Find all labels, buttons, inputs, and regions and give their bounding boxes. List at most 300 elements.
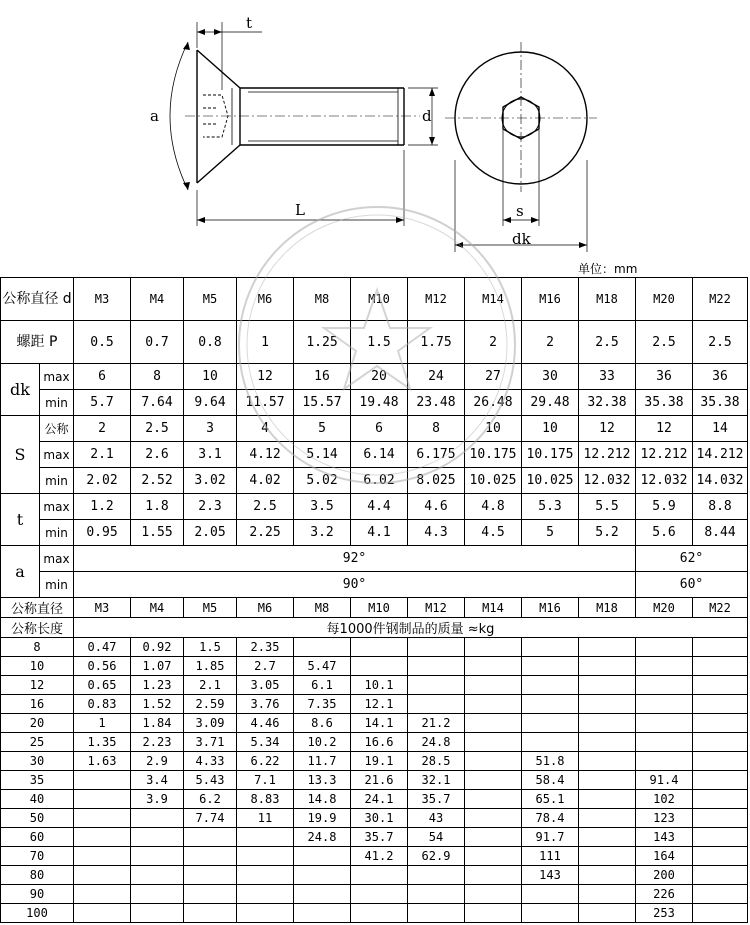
mass-value	[693, 847, 748, 866]
size-header: M20	[636, 598, 693, 618]
table-row	[1, 638, 748, 657]
t-value: 2.05	[184, 520, 237, 546]
table-row	[1, 733, 748, 752]
t-max-row	[1, 494, 748, 520]
mass-value: 19.1	[351, 752, 408, 771]
dk-value: 30	[522, 364, 579, 390]
mass-value: 2.7	[237, 657, 294, 676]
t-value: 4.1	[351, 520, 408, 546]
mass-value: 1.63	[74, 752, 131, 771]
length-value: 10	[1, 657, 74, 676]
mass-value	[579, 695, 636, 714]
s-value: 3.1	[184, 442, 237, 468]
table-row	[1, 657, 748, 676]
size-header: M16	[522, 598, 579, 618]
s-value: 8.025	[408, 468, 465, 494]
dk-value: 33	[579, 364, 636, 390]
pitch-value: 2.5	[693, 321, 748, 364]
mass-value	[184, 866, 237, 885]
a-label: a	[1, 546, 40, 598]
mass-value: 0.92	[131, 638, 184, 657]
s-value: 8	[408, 416, 465, 442]
dk-value: 10	[184, 364, 237, 390]
pitch-value: 2.5	[636, 321, 693, 364]
table-row	[1, 885, 748, 904]
dk-value: 20	[351, 364, 408, 390]
s-value: 4	[237, 416, 294, 442]
length-value: 60	[1, 828, 74, 847]
spec-header-row	[1, 278, 748, 321]
s-value: 4.12	[237, 442, 294, 468]
s-value: 4.02	[237, 468, 294, 494]
mass-value	[408, 904, 465, 923]
dk-value: 11.57	[237, 390, 294, 416]
mass-value: 41.2	[351, 847, 408, 866]
mass-value: 24.8	[408, 733, 465, 752]
s-value: 10	[522, 416, 579, 442]
mass-value	[408, 695, 465, 714]
mass-value	[408, 885, 465, 904]
s-value: 6	[351, 416, 408, 442]
t-value: 3.2	[294, 520, 351, 546]
size-header: M5	[184, 598, 237, 618]
mass-value	[579, 847, 636, 866]
mass-value	[522, 885, 579, 904]
t-value: 5.9	[636, 494, 693, 520]
mass-value: 30.1	[351, 809, 408, 828]
mass-caption-row	[1, 618, 748, 638]
dk-min-row	[1, 390, 748, 416]
dk-min-label: min	[40, 390, 74, 416]
mass-value: 2.23	[131, 733, 184, 752]
pitch-value: 1.25	[294, 321, 351, 364]
mass-value	[579, 676, 636, 695]
mass-value	[693, 885, 748, 904]
a-value-small: 92°	[74, 546, 636, 572]
mass-value: 16.6	[351, 733, 408, 752]
s-value: 10.025	[522, 468, 579, 494]
length-value: 90	[1, 885, 74, 904]
dk-value: 7.64	[131, 390, 184, 416]
s-value: 2.1	[74, 442, 131, 468]
t-value: 2.5	[237, 494, 294, 520]
pitch-value: 2.5	[579, 321, 636, 364]
s-value: 6.175	[408, 442, 465, 468]
mass-value: 3.4	[131, 771, 184, 790]
t-value: 4.5	[465, 520, 522, 546]
table-row	[1, 790, 748, 809]
s-value: 6.14	[351, 442, 408, 468]
dim-label-dk: dk	[512, 230, 531, 248]
mass-value: 4.33	[184, 752, 237, 771]
mass-value: 62.9	[408, 847, 465, 866]
mass-value	[237, 866, 294, 885]
size-header: M14	[465, 598, 522, 618]
dk-max-label: max	[40, 364, 74, 390]
mass-value: 19.9	[294, 809, 351, 828]
size-header: M14	[465, 278, 522, 321]
table-row	[1, 676, 748, 695]
mass-value: 35.7	[408, 790, 465, 809]
mass-value: 8.83	[237, 790, 294, 809]
mass-value: 91.7	[522, 828, 579, 847]
length-value: 30	[1, 752, 74, 771]
mass-value	[522, 676, 579, 695]
mass-value: 102	[636, 790, 693, 809]
dk-value: 19.48	[351, 390, 408, 416]
mass-value	[131, 828, 184, 847]
mass-value: 43	[408, 809, 465, 828]
mass-value	[579, 866, 636, 885]
mass-value	[465, 847, 522, 866]
s-value: 14	[693, 416, 748, 442]
size-header: M8	[294, 598, 351, 618]
mass-value	[522, 695, 579, 714]
mass-value	[294, 904, 351, 923]
mass-value: 0.65	[74, 676, 131, 695]
s-value: 14.032	[693, 468, 748, 494]
mass-value: 123	[636, 809, 693, 828]
mass-value	[693, 809, 748, 828]
mass-value: 1.07	[131, 657, 184, 676]
table-row	[1, 828, 748, 847]
s-min-label: min	[40, 468, 74, 494]
mass-value	[693, 733, 748, 752]
spec-table	[0, 277, 748, 598]
mass-value	[636, 657, 693, 676]
size-header: M12	[408, 278, 465, 321]
mass-value: 10.2	[294, 733, 351, 752]
mass-value: 3.9	[131, 790, 184, 809]
table-row	[1, 809, 748, 828]
dim-label-d: d	[422, 107, 432, 125]
mass-value	[351, 904, 408, 923]
table-row	[1, 847, 748, 866]
mass-value	[579, 885, 636, 904]
mass-value: 6.1	[294, 676, 351, 695]
length-value: 35	[1, 771, 74, 790]
length-value: 40	[1, 790, 74, 809]
mass-value	[693, 695, 748, 714]
length-value: 50	[1, 809, 74, 828]
size-header: M6	[237, 598, 294, 618]
size-header: M12	[408, 598, 465, 618]
size-header: M3	[74, 278, 131, 321]
dk-value: 36	[636, 364, 693, 390]
mass-value	[636, 714, 693, 733]
mass-value	[294, 885, 351, 904]
mass-value	[693, 771, 748, 790]
t-value: 1.8	[131, 494, 184, 520]
mass-value	[465, 904, 522, 923]
t-value: 5.3	[522, 494, 579, 520]
mass-value	[74, 847, 131, 866]
dk-label: dk	[1, 364, 40, 416]
mass-value: 7.1	[237, 771, 294, 790]
size-header: M4	[131, 278, 184, 321]
table-row	[1, 752, 748, 771]
mass-value: 28.5	[408, 752, 465, 771]
dk-value: 32.38	[579, 390, 636, 416]
mass-value	[465, 790, 522, 809]
mass-value: 164	[636, 847, 693, 866]
pitch-value: 1.75	[408, 321, 465, 364]
table-row	[1, 866, 748, 885]
dk-value: 8	[131, 364, 184, 390]
mass-value: 65.1	[522, 790, 579, 809]
length-value: 12	[1, 676, 74, 695]
mass-value	[184, 904, 237, 923]
s-value: 2.52	[131, 468, 184, 494]
a-max-row	[1, 546, 748, 572]
table-row	[1, 714, 748, 733]
mass-value: 5.34	[237, 733, 294, 752]
mass-value: 253	[636, 904, 693, 923]
t-value: 3.5	[294, 494, 351, 520]
mass-value	[237, 885, 294, 904]
mass-value	[636, 676, 693, 695]
mass-value: 54	[408, 828, 465, 847]
mass-value	[408, 866, 465, 885]
mass-value	[579, 733, 636, 752]
mass-table	[0, 597, 748, 923]
mass-value	[74, 790, 131, 809]
mass-value: 8.6	[294, 714, 351, 733]
nominal-diameter-label: 公称直径 d	[1, 278, 74, 321]
mass-value	[693, 866, 748, 885]
size-header: M5	[184, 278, 237, 321]
mass-value: 5.43	[184, 771, 237, 790]
t-value: 4.3	[408, 520, 465, 546]
mass-value	[74, 771, 131, 790]
table-row	[1, 695, 748, 714]
pitch-value: 1.5	[351, 321, 408, 364]
size-header: M22	[693, 598, 748, 618]
dim-label-s: s	[516, 202, 524, 220]
pitch-value: 1	[237, 321, 294, 364]
length-value: 70	[1, 847, 74, 866]
mass-value	[465, 676, 522, 695]
dk-value: 15.57	[294, 390, 351, 416]
mass-value	[74, 809, 131, 828]
mass-value	[408, 676, 465, 695]
mass-value: 200	[636, 866, 693, 885]
t-min-label: min	[40, 520, 74, 546]
mass-value	[465, 809, 522, 828]
mass-value	[351, 638, 408, 657]
mass-value	[237, 904, 294, 923]
t-value: 8.44	[693, 520, 748, 546]
s-value: 12	[579, 416, 636, 442]
dk-value: 27	[465, 364, 522, 390]
mass-value	[579, 809, 636, 828]
mass-value: 143	[522, 866, 579, 885]
dk-value: 35.38	[636, 390, 693, 416]
mass-value: 78.4	[522, 809, 579, 828]
s-max-label: max	[40, 442, 74, 468]
s-value: 12.212	[636, 442, 693, 468]
dk-value: 36	[693, 364, 748, 390]
mass-value	[465, 733, 522, 752]
mass-value	[693, 752, 748, 771]
s-value: 5.02	[294, 468, 351, 494]
mass-value: 2.9	[131, 752, 184, 771]
mass-value: 1.5	[184, 638, 237, 657]
t-value: 1.2	[74, 494, 131, 520]
dim-label-a: a	[150, 107, 159, 125]
mass-value	[522, 733, 579, 752]
length-value: 100	[1, 904, 74, 923]
mass-value: 1.35	[74, 733, 131, 752]
table-row	[1, 904, 748, 923]
nominal-length-label: 公称长度	[1, 618, 74, 638]
mass-value: 1.85	[184, 657, 237, 676]
mass-value	[636, 733, 693, 752]
s-value: 2	[74, 416, 131, 442]
pitch-label: 螺距 P	[1, 321, 74, 364]
mass-value	[351, 885, 408, 904]
size-header: M20	[636, 278, 693, 321]
mass-value: 0.83	[74, 695, 131, 714]
mass-value	[294, 866, 351, 885]
dk-value: 16	[294, 364, 351, 390]
mass-value	[693, 657, 748, 676]
mass-value: 4.46	[237, 714, 294, 733]
mass-value	[579, 790, 636, 809]
mass-value: 143	[636, 828, 693, 847]
s-value: 2.5	[131, 416, 184, 442]
mass-value	[184, 847, 237, 866]
pitch-value: 0.7	[131, 321, 184, 364]
mass-value: 10.1	[351, 676, 408, 695]
s-value: 12.032	[636, 468, 693, 494]
a-value-large: 60°	[636, 572, 748, 598]
t-value: 5.6	[636, 520, 693, 546]
mass-header-row	[1, 598, 748, 618]
size-header: M16	[522, 278, 579, 321]
mass-value	[579, 904, 636, 923]
mass-value	[237, 847, 294, 866]
s-value: 10.175	[522, 442, 579, 468]
mass-value: 12.1	[351, 695, 408, 714]
s-nom-row	[1, 416, 748, 442]
size-header: M3	[74, 598, 131, 618]
table-row	[1, 771, 748, 790]
dk-value: 6	[74, 364, 131, 390]
s-value: 12.032	[579, 468, 636, 494]
mass-value: 24.8	[294, 828, 351, 847]
length-value: 20	[1, 714, 74, 733]
t-value: 4.4	[351, 494, 408, 520]
mass-value: 1	[74, 714, 131, 733]
dim-label-t: t	[246, 14, 253, 32]
mass-value	[131, 885, 184, 904]
mass-value	[465, 638, 522, 657]
t-value: 5.5	[579, 494, 636, 520]
mass-value	[465, 866, 522, 885]
size-header: M10	[351, 598, 408, 618]
mass-value: 6.22	[237, 752, 294, 771]
a-max-label: max	[40, 546, 74, 572]
mass-value: 226	[636, 885, 693, 904]
size-header: M8	[294, 278, 351, 321]
dk-max-row	[1, 364, 748, 390]
mass-value	[693, 714, 748, 733]
mass-value	[579, 638, 636, 657]
size-header: M22	[693, 278, 748, 321]
mass-value: 2.59	[184, 695, 237, 714]
mass-value	[522, 714, 579, 733]
s-value: 2.6	[131, 442, 184, 468]
s-value: 5.14	[294, 442, 351, 468]
unit-label: 单位：mm	[578, 262, 638, 276]
t-value: 0.95	[74, 520, 131, 546]
nominal-diameter-label: 公称直径	[1, 598, 74, 618]
mass-value: 13.3	[294, 771, 351, 790]
s-value: 12.212	[579, 442, 636, 468]
length-value: 25	[1, 733, 74, 752]
mass-value: 14.1	[351, 714, 408, 733]
s-label: S	[1, 416, 40, 494]
dk-value: 5.7	[74, 390, 131, 416]
mass-value: 3.09	[184, 714, 237, 733]
mass-value: 3.71	[184, 733, 237, 752]
mass-value	[522, 657, 579, 676]
mass-value	[636, 695, 693, 714]
a-min-label: min	[40, 572, 74, 598]
t-value: 4.6	[408, 494, 465, 520]
s-value: 10.175	[465, 442, 522, 468]
mass-value	[465, 752, 522, 771]
mass-value	[693, 790, 748, 809]
mass-value: 7.35	[294, 695, 351, 714]
mass-value	[351, 866, 408, 885]
pitch-value: 2	[522, 321, 579, 364]
mass-value	[131, 809, 184, 828]
mass-value	[465, 657, 522, 676]
pitch-value: 0.8	[184, 321, 237, 364]
mass-value	[579, 657, 636, 676]
s-max-row	[1, 442, 748, 468]
mass-value: 7.74	[184, 809, 237, 828]
mass-value: 3.76	[237, 695, 294, 714]
mass-value	[465, 828, 522, 847]
mass-value: 6.2	[184, 790, 237, 809]
size-header: M6	[237, 278, 294, 321]
s-value: 12	[636, 416, 693, 442]
mass-value	[693, 904, 748, 923]
dk-value: 24	[408, 364, 465, 390]
s-value: 3	[184, 416, 237, 442]
s-value: 2.02	[74, 468, 131, 494]
mass-value: 1.23	[131, 676, 184, 695]
mass-value: 35.7	[351, 828, 408, 847]
mass-value: 11	[237, 809, 294, 828]
mass-value	[693, 676, 748, 695]
s-value: 3.02	[184, 468, 237, 494]
a-min-row	[1, 572, 748, 598]
mass-value	[579, 771, 636, 790]
size-header: M10	[351, 278, 408, 321]
size-header: M18	[579, 598, 636, 618]
mass-value: 11.7	[294, 752, 351, 771]
mass-value	[693, 828, 748, 847]
dk-value: 12	[237, 364, 294, 390]
mass-value: 24.1	[351, 790, 408, 809]
mass-value	[74, 885, 131, 904]
pitch-value: 2	[465, 321, 522, 364]
dk-value: 29.48	[522, 390, 579, 416]
